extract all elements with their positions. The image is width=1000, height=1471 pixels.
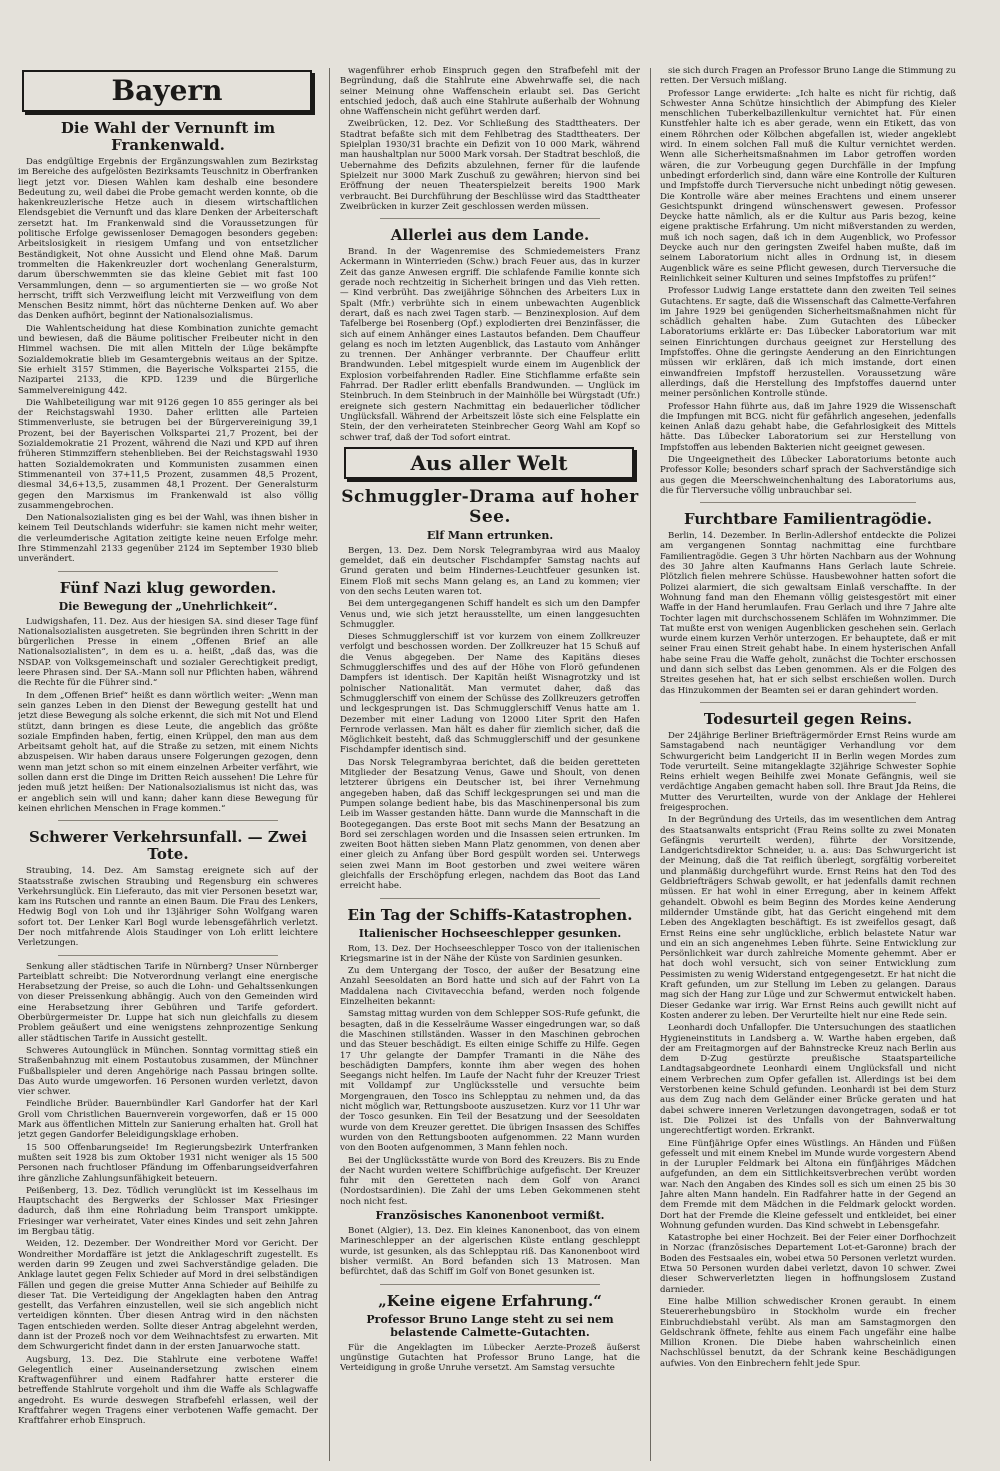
- article-body: [660, 66, 956, 496]
- paragraph: Peißenberg, 13. Dez. Tödlich verunglückt ist im Kesselhaus im Hauptschacht des Bergwerks der Schlosser Max Friesinger dadurch, daß ihm eine Rohrladung beim Transport umkippte. Friesinger war verheiratet, Vater eines Kindes und seit zehn Jahren im Bergbau tätig.: [18, 1185, 318, 1238]
- article-body: [18, 866, 318, 948]
- article-body: [340, 1343, 640, 1374]
- article-body: [660, 531, 956, 696]
- paragraph: Die Ungeeignetheit des Lübecker Laboratoriums betonte auch Professor Kolle; besonders scharf sprach der Sachverständige sich aus gegen die Meerschweinchenhaltung des Laboratoriums aus, die für Tierversuche völlig unbrauchbar sei.: [660, 454, 956, 496]
- paragraph: Brand. In der Wagenremise des Schmiedemeisters Franz Ackermann in Winterrieden (Schw.) brach Feuer aus, das in kurzer Zeit das ganze Anwesen ergriff. Die schlafende Familie konnte sich gerade noch rechtzeitig in Sicherheit bringen und das Vieh retten. — Kind verbrüht. Das zweijährige Söhnchen des Arbeiters Lux in Spalt (Mfr.) verbrühte sich in einem unbewachten Augenblick derart, daß es nach zwei Tagen starb. — Benzinexplosion. Auf dem Tafelberge bei Rosenberg (Opf.) explodierten drei Benzinfässer, die sich auf einem Anhänger eines Lastautos befanden. Dem Chauffeur gelang es noch im letzten Augenblick, das Lastauto vom Anhänger zu trennen. Der Anhänger verbrannte. Der Chauffeur erlitt Brandwunden. Lebel mitgespielt wurde einem im Augenblick der Explosion vorbeifahrenden Radler. Eine Stichflamme erfaßte sein Fahrrad. Der Radler erlitt ebenfalls Brandwunden. — Unglück im Steinbruch. In dem Steinbruch in der Mainhölle bei Würgstadt (Ufr.) ereignete sich gestern Nachmittag ein bedauerlicher tödlicher Unglücksfall. Während der Arbeitszeit löste sich eine Felsplatte ein Stein, der den verheirateten Steinbrecher Georg Wahl am Kopf so schwer traf, daß der Tod sofort eintrat.: [340, 247, 640, 443]
- paragraph: Ludwigshafen, 11. Dez. Aus der hiesigen SA. sind dieser Tage fünf Nationalsozialisten ausgetreten. Sie begründen ihren Schritt in der bürgerlichen Presse in einem „Offenen Brief an alle Nationalsozialisten“, in dem es u. a. heißt, „daß das, was die NSDAP. von Volksgemeinschaft und sozialer Gerechtigkeit predigt, leere Phrasen sind. Der SA.-Mann soll nur Pflichten haben, während die Rechte für die Führer sind.“: [18, 616, 318, 689]
- section-title-aus-aller-welt: Aus aller Welt: [344, 447, 634, 479]
- article-body: [18, 157, 318, 565]
- paragraph: Bergen, 13. Dez. Dem Norsk Telegrambyraa wird aus Maaloy gemeldet, daß ein deutscher Fischdampfer Samstag nachts auf Grund geraten und beim Hindernes-Leuchtfeuer gesunken ist. Einem Floß mit sechs Mann gelang es, an Land zu kommen; vier von den sechs Leuten waren tot.: [340, 545, 640, 597]
- divider: [700, 702, 916, 703]
- article-title: Todesurteil gegen Reins.: [703, 709, 913, 728]
- paragraph: Leonhardi doch Unfallopfer. Die Untersuchungen des staatlichen Hygieneinstituts in Landsberg a. W. Warthe haben ergeben, daß der am Freitagmorgen auf der Bahnstrecke Kreuz nach Berlin aus dem D-Zug gestürzte preußische Staatsparteiliche Landtagsabgeordnete Leonhardi einem Unglücksfall und nicht einem Verbrechen zum Opfer gefallen ist. Allerdings ist bei dem Verstorbenen keine Schuld gefunden. Leonhardi ist bei dem Sturz aus dem Zug nach dem Geländer einer Brücke geraten und hat dabei schwere inneren Verletzungen davongetragen, sodaß er tot ist. Die Polizei ist des Unfalls von der Bahnverwaltung ungerechtfertigt worden. Erkrankt.: [660, 1023, 956, 1137]
- article-body: [18, 962, 318, 1427]
- paragraph: wagenführer erhob Einspruch gegen den Strafbefehl mit der Begründung, daß die Stahlrute eine Abwehrwaffe sei, die nach seiner Meinung ohne Waffenschein erlaubt sei. Das Gericht entschied jedoch, daß auch eine Stahlrute außerhalb der Wohnung ohne Waffenschein nicht geführt werden darf.: [340, 66, 640, 118]
- paragraph: Rom, 13. Dez. Der Hochseeschlepper Tosco von der italienischen Kriegsmarine ist in der Nähe der Küste von Sardinien gesunken.: [340, 943, 640, 964]
- divider: [58, 955, 278, 956]
- article-title: Schwerer Verkehrsunfall. — Zwei Tote.: [29, 828, 307, 864]
- paragraph: Die Wahlbeteiligung war mit 9126 gegen 10 855 geringer als bei der Reichstagswahl 1930. Daher erlitten alle Parteien Stimmenverluste, sie betrugen bei der Bürgervereinigung 39,1 Prozent, bei der Bayerischen Volkspartei 21,7 Prozent, bei der Sozialdemokratie 21 Prozent, während die Nazi und KPD auf ihren früheren Stimmziffern stehenblieben. Bei der Reichstagswahl 1930 hatten Sozialdemokraten und Kommunisten zusammen einen Stimmenanteil von 37+11,5 Prozent, zusammen 48,5 Prozent, diesmal 34,6+13,5, zusammen 48,1 Prozent. Der Generalsturm gegen den Marxismus im Frankenwald ist also völlig zusammengebrochen.: [18, 397, 318, 511]
- paragraph: Eine halbe Million schwedischer Kronen geraubt. In einem Steuererhebungsbüro in Stockholm wurde ein frecher Einbruchdiebstahl verübt. Als man am Samstagmorgen den Geldschrank öffnete, fehlte aus einem Fach ungefähr eine halbe Million Kronen. Die Diebe haben wahrscheinlich einen Nachschlüssel benutzt, da der Schrank keine Beschädigungen aufwies. Von den Einbrechern fehlt jede Spur.: [660, 1296, 956, 1369]
- article-title: Fünf Nazi klug geworden.: [59, 578, 277, 597]
- article-title: Schmuggler-Drama auf hoher See.: [341, 486, 639, 527]
- article-title: Französisches Kanonenboot vermißt.: [375, 1209, 605, 1223]
- paragraph: Straubing, 14. Dez. Am Samstag ereignete sich auf der Staatsstraße zwischen Straubing und Regensburg ein schweres Verkehrsunglück. Ein Lieferauto, das mit vier Personen besetzt war, kam ins Rutschen und rannte an einen Baum. Die Frau des Lenkers, Hedwig Bogl von Loh und ihr 13jähriger Sohn Wolfgang waren sofort tot. Der Lenker Karl Bogl wurde lebensgefährlich verletzt. Der noch mitfahrende Alois Staudinger von Loh erlitt leichtere Verletzungen.: [18, 866, 318, 949]
- paragraph: Senkung aller städtischen Tarife in Nürnberg? Unser Nürnberger Parteiblatt schreibt: Die Notverordnung verlangt eine energische Herabsetzung der Preise, so auch die Lohn- und Gehaltssenkungen von dieser Preissenkung abhängig. Auch von den Gemeinden wird eine Herabsetzung ihrer Gebühren und Tarife gefordert. Oberbürgermeister Dr. Luppe hat sich nun gleichfalls zu diesem Problem geäußert und eine wenigstens zehnprozentige Senkung aller städtischen Tarife in Aussicht gestellt.: [18, 961, 318, 1044]
- article-subtitle: Elf Mann ertrunken.: [426, 528, 554, 542]
- article-body: [340, 944, 640, 1207]
- article-body: [660, 731, 956, 1369]
- divider: [380, 898, 600, 899]
- paragraph: Den Nationalsozialisten ging es bei der Wahl, was ihnen bisher in keinem Teil Deutschlands widerfuhr: sie kamen nicht mehr weiter, die verleumderische Agitation zeitigte keine neuen Erfolge mehr. Ihre Stimmenzahl 2133 gegenüber 2124 im September 1930 blieb unverändert.: [18, 513, 318, 565]
- paragraph: In der Begründung des Urteils, das im wesentlichen dem Antrag des Staatsanwalts entspricht (Frau Reins sollte zu zwei Monaten Gefängnis verurteilt werden), führte der Vorsitzende, Landgerichtsdirektor Schneider, u. a. aus: Das Schwurgericht ist der Meinung, daß die Tat reiflich überlegt, sorgfältig vorbereitet und planmäßig durchgeführt wurde. Ernst Reins hat den Tod des Geldbriefträgers Schwab gewollt, er hat jedenfalls damit rechnen müssen. Er hat wohl in einer Erregung, aber in keinem Affekt gehandelt. Obwohl es beim Beginn des Mordes keine Aenderung mildernder Umstände gibt, hat das Gericht eingehend mit dem Leben des Angeklagten beschäftigt. Es ist zweifellos gesagt, daß Ernst Reins eine sehr unglückliche, erblich belastete Natur war und ein an sich angenehmes Leben führte. Seine Entwicklung zur Persönlichkeit war durch zahlreiche Momente gehemmt. Aber er hat doch wohl versucht, sich von seiner Entwicklung zum Pessimisten zu wenig Widerstand entgegengesetzt. Er hat nicht die Kraft gefunden, um zur Stellung im Leben zu gelangen. Daraus mag sich der Hang zur Lüge und zur Schwermut entwickelt haben. Dieser Gedanke war irrig. War Ernst Reins auch gewillt nicht auf Kosten anderer zu leben. Der Verurteilte hielt nur eine Rede sein.: [660, 815, 956, 1021]
- paragraph: 15 500 Offenbarungseide! Im Regierungsbezirk Unterfranken mußten seit 1928 bis zum Oktober 1931 nicht weniger als 15 500 Personen nach fruchtloser Pfändung im Offenbarungseidverfahren ihre gänzliche Zahlungsunfähigkeit beteuern.: [18, 1142, 318, 1184]
- paragraph: Bei der Unglücksstätte wurde von Bord des Kreuzers. Bis zu Ende der Nacht wurden weitere Schiffbrüchige aufgefischt. Der Kreuzer fuhr mit den Geretteten nach dem Golf von Aranci (Nordostsardinien). Die Zahl der ums Leben Gekommenen steht noch nicht fest.: [340, 1155, 640, 1207]
- paragraph: In dem „Offenen Brief“ heißt es dann wörtlich weiter: „Wenn man sein ganzes Leben in den Dienst der Bewegung gestellt hat und jetzt diese Bewegung als solche erkennt, die sich mit Not und Elend stützt, dann bringen es diese Leute, die angeblich das größte soziale Empfinden haben, fertig, einen Krüppel, den man aus dem Arbeitsamt geholt hat, auf die Straße zu setzen, mit einem Nichts abzuspeisen. Wir haben daraus unsere Folgerungen gezogen, denn wenn man jetzt schon so mit einem einzelnen Arbeiter verfährt, wie sollen dann erst die Dinge im Dritten Reich aussehen! Die Lehre für jeden muß jetzt heißen: Der Nationalsozialismus ist nicht das, was er angeblich sein will und kann; daher kann diese Bewegung für keinen ehrlichen Menschen in Frage kommen.“: [18, 690, 318, 814]
- article-title: Furchtbare Familientragödie.: [684, 510, 932, 529]
- article-body: [340, 247, 640, 443]
- paragraph: Das endgültige Ergebnis der Ergänzungswahlen zum Bezirkstag im Bereiche des aufgelösten Bezirksamts Teuschnitz in Oberfranken liegt jetzt vor. Diesen Wahlen kam deshalb eine besondere Bedeutung zu, weil dabei die Probe gemacht werden konnte, ob die hakenkreuzlerische Hetze auch in diesem wirtschaftlichen Elendsgebiet die Vernunft und das klare Denken der Arbeiterschaft zersetzt hat. Im Frankenwald sind die Voraussetzungen für politische Erfolge gewissenloser Demagogen besonders gegeben: Arbeitslosigkeit in riesigem Umfang und von entsetzlicher Beständigkeit, Not ohne Aussicht und Elend ohne Maß. Darum trommelten die Hakenkreuzler dort wochenlang Generalsturm, darum überschwemmten sie das kleine Gebiet mit fast 100 Versammlungen, denn — so argumentierten sie — wo große Not herrscht, trifft sich Verzweiflung leicht mit Verzweiflung von dem Menschen Besitz nimmt, hört das nüchterne Denken auf. Wo aber das Denken aufhört, beginnt der Nationalsozialismus.: [18, 157, 318, 322]
- paragraph: Augsburg, 13. Dez. Die Stahlrute eine verbotene Waffe! Gelegentlich einer Auseinandersetzung zwischen einem Kraftwagenführer und einem Radfahrer hatte ersterer die betreffende Stahlrute vorgeholt und ihm die Waffe als Schlagwaffe angedroht. Es wurde deswegen Strafbefehl erlassen, weil der Kraftfahrer wegen Tragens einer verbotenen Waffe gemacht. Der Kraftfahrer erhob Einspruch.: [18, 1354, 318, 1427]
- paragraph: Der 24jährige Berliner Briefträgermörder Ernst Reins wurde am Samstagabend nach neuntägiger Verhandlung vor dem Schwurgericht beim Landgericht II in Berlin wegen Mordes zum Tode verurteilt. Seine mitangeklagte 32jährige Schwester Sophie Reins erhielt wegen Beihilfe zwei Monate Gefängnis, weil sie verdächtige Angaben gemacht haben soll. Ihre Braut Jda Reins, die Mutter des Verurteilten, wurde von der Anklage der Hehlerei freigesprochen.: [660, 730, 956, 813]
- paragraph: Katastrophe bei einer Hochzeit. Bei der Feier einer Dorfhochzeit in Norzac (französisches Departement Lot-et-Garonne) brach der Boden des Festsaales ein, wobei etwa 50 Personen verletzt wurden. Etwa 50 Personen wurden dabei verletzt, davon 10 schwer. Zwei dieser Schwerverletzten liegen in hoffnungslosem Zustand darnieder.: [660, 1233, 956, 1295]
- article-title: „Keine eigene Erfahrung.“: [378, 1291, 602, 1310]
- divider: [700, 502, 916, 503]
- paragraph: Eine Fünfjährige Opfer eines Wüstlings. An Händen und Füßen gefesselt und mit einem Knebel im Munde wurde vorgestern Abend in der Lurupler Feldmark bei Altona ein fünfjähriges Mädchen aufgefunden, an dem ein Sittlichkeitsverbrechen verübt worden war. Nach den Angaben des Kindes soll es sich um einen 25 bis 30 Jahre alten Mann handeln. Ein Radfahrer hatte in der Gegend an dem Fremde mit dem Mädchen in die Feldmark gelockt worden. Dort hat der Fremde die Kleine gefesselt und entkleidet, bei einer Wohnung gefunden wurden. Das Kind schwebt in Lebensgefahr.: [660, 1138, 956, 1231]
- paragraph: Zweibrücken, 12. Dez. Vor Schließung des Stadttheaters. Der Stadtrat befaßte sich mit dem Fehlbetrag des Stadttheaters. Der Spielplan 1930/31 brachte ein Defizit von 10 000 Mark, während man haushaltplan nur 5000 Mark vorsah. Der Stadtrat beschloß, die Uebernahme des Defizits abzulehnen, ferner für die laufende Spielzeit nur 3000 Mark Zuschuß zu gewähren; hiervon sind bei Eröffnung der neuen Theaterspielzeit bereits 1900 Mark verbraucht. Bei Durchführung der Beschlüsse wird das Stadttheater Zweibrücken in kurzer Zeit geschlossen werden müssen.: [340, 119, 640, 212]
- article-body: [18, 617, 318, 815]
- article-subtitle: Die Bewegung der „Unehrlichkeit“.: [58, 599, 278, 613]
- divider: [380, 1284, 600, 1285]
- article-subtitle: Professor Bruno Lange steht zu sei nem belastende Calmette-Gutachten.: [366, 1312, 614, 1339]
- paragraph: Die Wahlentscheidung hat diese Kombination zunichte gemacht und bewiesen, daß die Bäume politischer Freibeuter nicht in den Himmel wachsen. Die mit allen Mitteln der Lüge bekämpfte Sozialdemokratie blieb im Gesamtergebnis weitaus an der Spitze. Sie erhielt 3157 Stimmen, die Bayerische Volkspartei 2155, die Nazipartei 2133, die KPD. 1239 und die Bürgerliche Sammelvereinigung 442.: [18, 323, 318, 396]
- article-subtitle: Italienischer Hochseeschlepper gesunken.: [358, 926, 622, 940]
- divider: [58, 571, 278, 572]
- paragraph: Berlin, 14. Dezember. In Berlin-Adlershof entdeckte die Polizei am vergangenen Sonntag nachmittag eine furchtbare Familientragödie. Gegen 3 Uhr hörten Nachbarn aus der Wohnung des 30 Jahre alten Kaufmanns Hans Gerlach laute Schreie. Plötzlich fielen mehrere Schüsse. Hausbewohner hatten sofort die Polizei alarmiert, die sich gewaltsam Einlaß verschaffte. In der Wohnung fand man den Ehemann völlig geistesgestört mit einer Waffe in der Hand herumlaufen. Frau Gerlach und ihre 7 Jahre alte Tochter lagen mit durchschossenem Schläfen im Wohnzimmer. Die Tat mußte erst von wenigen Augenblicken geschehen sein. Gerlach wurde einem kurzen Verhör unterzogen. Er behauptete, daß er mit seiner Frau einen Streit gehabt habe. In einem hysterischen Anfall habe seine Frau die Waffe geholt, zunächst die Tochter erschossen und dann sich selbst das Leben genommen. Als er die Folgen des Streites gesehen hat, hat er sich selbst erschießen wollen. Durch das Hinzukommen der Beamten sei er daran gehindert worden.: [660, 531, 956, 696]
- paragraph: Schweres Autounglück in München. Sonntag vormittag stieß ein Straßenbahnzug mit einem Postautobus zusammen, der Münchner Fußballspieler und deren Angehörige nach Passau bringen sollte. Das Auto wurde umgeworfen. 16 Personen wurden verletzt, davon vier schwer.: [18, 1045, 318, 1098]
- divider: [380, 218, 600, 219]
- paragraph: sie sich durch Fragen an Professor Bruno Lange die Stimmung zu retten. Der Versuch mißlang.: [660, 66, 956, 87]
- paragraph: Bei dem untergegangenen Schiff handelt es sich um den Dampfer Venus und, wie sich jetzt herausstellte, um einen langgesuchten Schmuggler.: [340, 599, 640, 630]
- paragraph: Bonet (Algier), 13. Dez. Ein kleines Kanonenboot, das von einem Marineschlepper an der algerischen Küste entlang geschleppt wurde, ist gesunken, als das Schlepptau riß. Das Kanonenboot wird bisher vermißt. An Bord befanden sich 13 Matrosen. Man befürchtet, daß das Schiff im Golf von Bonet gesunken ist.: [340, 1226, 640, 1278]
- article-title: Allerlei aus dem Lande.: [390, 226, 590, 245]
- column-1: [18, 66, 318, 1463]
- article-body: [340, 1226, 640, 1277]
- article-title: Die Wahl der Vernunft im Frankenwald.: [60, 119, 276, 154]
- paragraph: Weiden, 12. Dezember. Der Wondreither Mord vor Gericht. Der Wondreither Mordaffäre ist jetzt die Anklageschrift zugestellt. Es werden darin 99 Zeugen und zwei Sachverständige geladen. Die Anklage lautet gegen Felix Schieder auf Mord in drei selbständigen Fällen und gegen die greise Mutter Anna Schieder auf Beihilfe zu dieser Tat. Die Verteidigung der Angeklagten haben den Antrag gestellt, das Verfahren einzustellen, weil sie sich angeblich nicht verteidigen könnten. Über diesen Antrag wird in den nächsten Tagen entschieden werden. Sollte dieser Antrag abgelehnt werden, dann ist der Prozeß noch vor dem Weihnachtsfest zu erwarten. Mit dem Schwurgericht findet dann in der ersten Januarwoche statt.: [18, 1239, 318, 1353]
- section-title-bayern: Bayern: [22, 70, 312, 112]
- article-title: Ein Tag der Schiffs-Katastrophen.: [347, 905, 633, 924]
- paragraph: Für die Angeklagten im Lübecker Aerzte-Prozeß äußerst ungünstige Gutachten hat Professor Bruno Lange, hat die Verteidigung in große Unruhe versetzt. Am Samstag versuchte: [340, 1342, 640, 1374]
- article-body: [340, 66, 640, 212]
- paragraph: Professor Hahn führte aus, daß im Jahre 1929 die Wissenschaft die Impfungen mit BCG. nicht für gefährlich angesehen, jedenfalls keinen Anlaß dazu gehabt habe, die Gefahrlosigkeit des Mittels hätte. Das Lübecker Laboratorium sei zur Herstellung von Impfstoffen aus lebenden Bakterien nicht geeignet gewesen.: [660, 401, 956, 453]
- paragraph: Dieses Schmugglerschiff ist vor kurzem von einem Zollkreuzer verfolgt und beschossen worden. Der Zollkreuzer hat 15 Schuß auf die Venus abgegeben. Der Name des Kapitäns dieses Schmugglerschiffes und des auf der Höhe von Florö gefundenen Dampfers ist identisch. Der Kapitän heißt Wisnagrotzky und ist polnischer Nationalität. Man vermutet daher, daß das Schmugglerschiff von einem der Schüsse des Zollkreuzers getroffen und leckgesprungen ist. Das Schmugglerschiff Venus hatte am 1. Dezember mit einer Ladung von 12000 Liter Sprit den Hafen Fernrode verlassen. Man hält es daher für ziemlich sicher, daß die Möglichkeit besteht, daß das Schmugglerschiff und der gesunkene Fischdampfer identisch sind.: [340, 632, 640, 756]
- paragraph: Professor Lange erwiderte: „Ich halte es nicht für richtig, daß Schwester Anna Schütze hinsichtlich der Abimpfung des Kieler menschlichen Tuberkelbazillenkultur vernichtet hat. Für einen Kunstfehler halte ich es aber gerade, wenn ein Etikett, das von einem Röhrchen oder Kölbchen abgefallen ist, wieder angeklebt wird. In einem solchen Fall muß die Kultur vernichtet werden. Wenn alle Sicherheitsmaßnahmen im Labor getroffen worden wären, die zur Vorbeugung gegen Durchfälle in der Impfung unbedingt erforderlich sind, dann wäre eine Kontrolle der Kulturen und Impfstoffe durch Tierversuche nicht unbedingt nötig gewesen. Die Kontrolle wäre aber meines Erachtens und einem unserer Gesichtspunkt dringend wünschenswert gewesen. Professor Deycke hatte nämlich, als er die Kultur aus Paris bezog, keine eigene praktische Erfahrung. Um nicht mißverstanden zu werden, muß ich noch sagen, daß ich in dem Augenblick, wo Professor Deycke auch nur den geringsten Zweifel haben mußte, daß im seinem Laboratorium nicht alles in Ordnung ist, in diesem Augenblick wäre es seine Pflicht gewesen, durch Tierversuche die Reinlichkeit seiner Kulturen und seines Impfstoffes zu prüfen!“: [660, 88, 956, 284]
- paragraph: Feindliche Brüder. Bauernbündler Karl Gandorfer hat der Karl Groll vom Christlichen Bauernverein vorgeworfen, daß er 15 000 Mark aus öffentlichen Mitteln zur Sanierung erhalten hat. Groll hat jetzt gegen Gandorfer Beleidigungsklage erhoben.: [18, 1099, 318, 1141]
- column-2: [340, 66, 640, 1463]
- paragraph: Professor Ludwig Lange erstattete dann den zweiten Teil seines Gutachtens. Er sagte, daß die Wissenschaft das Calmette-Verfahren im Jahre 1929 bei genügenden Sicherheitsmaßnahmen nicht für schädlich gehalten habe. Zum Gutachten des Lübecker Laboratoriums erklärte er: Das Lübecker Laboratorium war mit seinen Einrichtungen durchaus geeignet zur Herstellung des Impfstoffes. Ohne die geringste Aenderung an den Einrichtungen müssen wir erklären, daß ich mich imstande, dort einen einwandfreien Impfstoff herzustellen. Voraussetzung wäre allerdings, daß die Herstellung des Impfstoffes dauernd unter meiner persönlichen Kontrolle stünde.: [660, 286, 956, 400]
- paragraph: Samstag mittag wurden von dem Schlepper SOS-Rufe gefunkt, die besagten, daß in die Kesselräume Wasser eingedrungen war, so daß die Maschinen stillständen. Wasser in den Maschinen gebrochen und das Steuer beschädigt. Es eilten einige Schiffe zu Hilfe. Gegen 17 Uhr gelangte der Dampfer Tramanti in die Nähe des beschädigten Dampfers, konnte ihm aber wegen des hohen Seegangs nicht helfen. Im Laufe der Nacht fuhr der Kreuzer Triest mit Volldampf zur Unglücksstelle und versuchte beim Morgengrauen, den Tosco ins Schlepptau zu nehmen und, da das nicht möglich war, Rettungsboote auszusetzen. Kurz vor 11 Uhr war der Tosco gesunken. Ein Teil der Besatzung und der Seesoldaten wurde von dem Kreuzer gerettet. Die übrigen Insassen des Schiffes wurden von den Rettungsbooten aufgenommen. 22 Mann wurden von den Booten aufgenommen, 3 Mann fehlen noch.: [340, 1009, 640, 1154]
- paragraph: Das Norsk Telegrambyraa berichtet, daß die beiden geretteten Mitglieder der Besatzung Venus, Gawe und Shoult, von denen letzterer übrigens ein Deutscher ist, bei ihrer Vernehmung angegeben haben, daß das Schiff leckgesprungen sei und man die Pumpen solange bedient habe, bis das Maschinenpersonal bis zum Leib im Wasser gestanden hätte. Dann wurde die Mannschaft in die Bootegegangen. Das erste Boot mit sechs Mann der Besatzung an Bord sei zerschlagen worden und die Insassen seien ertrunken. Im zweiten Boot hätten sieben Mann Platz genommen, von denen aber einer gleich zu Anfang über Bord gespült worden sei. Unterwegs seien zwei Mann im Boot gestorben und zwei weitere wären gleichfalls der Erschöpfung erlegen, nachdem das Boot das Land erreicht habe.: [340, 757, 640, 892]
- column-3: [660, 66, 956, 1463]
- divider: [58, 820, 278, 821]
- article-body: [340, 546, 640, 892]
- column-rule: [650, 68, 651, 1461]
- column-rule: [329, 68, 330, 1461]
- paragraph: Zu dem Untergang der Tosco, der außer der Besatzung eine Anzahl Seesoldaten an Bord hatte und sich auf der Fahrt von La Maddalena nach Civitavecchia befand, werden noch folgende Einzelheiten bekannt:: [340, 966, 640, 1008]
